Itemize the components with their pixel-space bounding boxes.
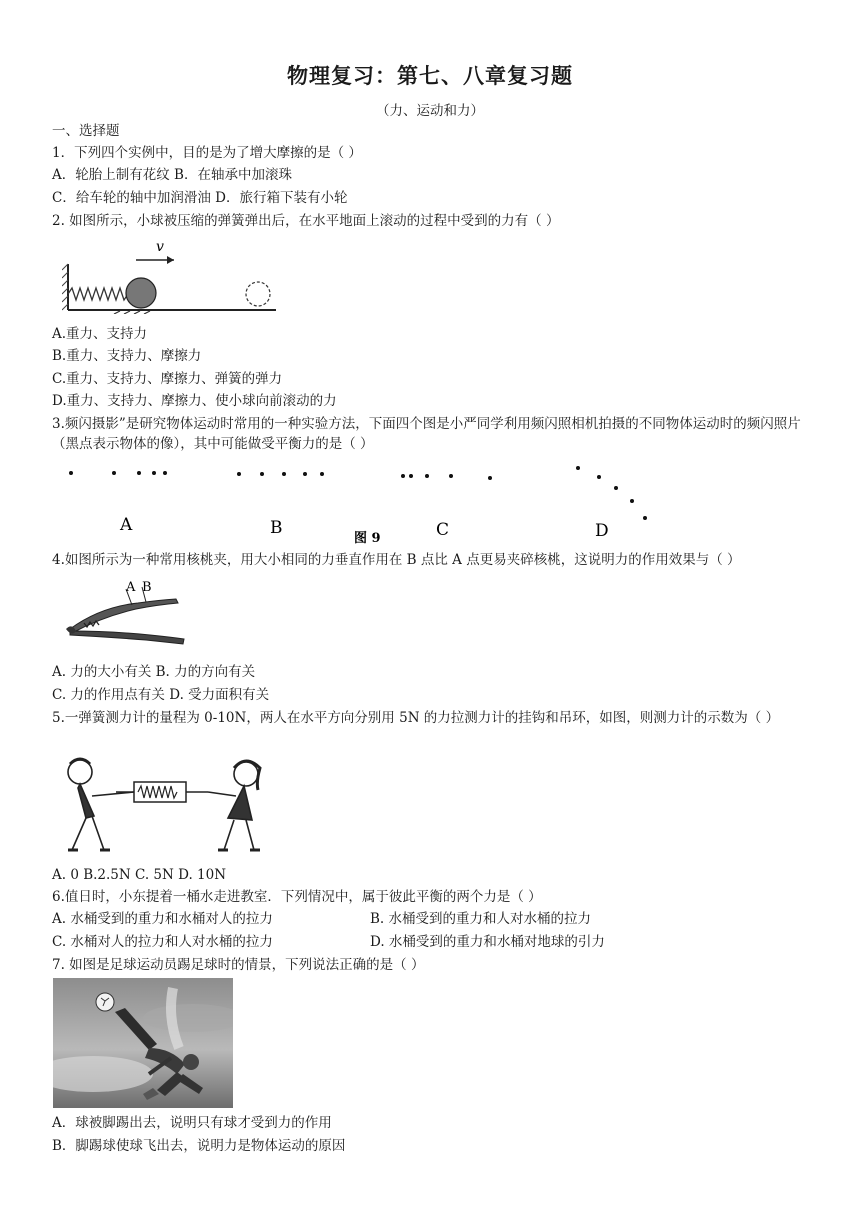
strobe-photos-figure bbox=[56, 460, 666, 546]
q5-options: A. 0 B.2.5N C. 5N D. 10N bbox=[52, 867, 227, 883]
photo-label-c: C bbox=[436, 520, 450, 540]
q1-options-cd: C．给车轮的轴中加润滑油 D．旅行箱下装有小轮 bbox=[52, 190, 348, 206]
point-a-label: A bbox=[126, 580, 136, 595]
figure-caption: 图 9 bbox=[354, 531, 381, 546]
spring-scale bbox=[116, 782, 208, 802]
person-right bbox=[208, 761, 260, 850]
nutcracker-figure bbox=[60, 579, 190, 649]
q2-option-d: D.重力、支持力、摩擦力、使小球向前滚动的力 bbox=[52, 393, 337, 409]
photo-label-a: A bbox=[120, 515, 133, 535]
section-heading: 一、选择题 bbox=[52, 123, 120, 139]
photo-label-b: B bbox=[270, 518, 283, 538]
q2-stem: 2. 如图所示，小球被压缩的弹簧弹出后，在水平地面上滚动的过程中受到的力有（ ） bbox=[52, 213, 560, 229]
q2-option-a: A.重力、支持力 bbox=[52, 326, 148, 342]
velocity-label: v bbox=[156, 239, 164, 255]
q4-options-ab: A. 力的大小有关 B. 力的方向有关 bbox=[52, 664, 256, 680]
page-title: 物理复习：第七、八章复习题 bbox=[287, 64, 573, 88]
q3-stem: 3.频闪摄影”是研究物体运动时常用的一种实验方法，下面四个图是小严同学利用频闪照相机拍摄的不同物体运动时的频闪照片（黑点表示物体的像），其中可能做受平衡力的是（ ） bbox=[52, 416, 801, 452]
person-left bbox=[68, 759, 134, 850]
q5-stem: 5.一弹簧测力计的量程为 0-10N，两人在水平方向分别用 5N 的力拉测力计的挂钩和吊环，如图，则测力计的示数为（ ） bbox=[52, 710, 780, 726]
spring-coil bbox=[68, 288, 128, 300]
q6-option-c: C. 水桶对人的拉力和人对水桶的拉力 bbox=[52, 934, 273, 950]
ball bbox=[126, 278, 156, 308]
q6-option-a: A. 水桶受到的重力和水桶对人的拉力 bbox=[52, 911, 273, 927]
q7-stem: 7. 如图是足球运动员踢足球时的情景，下列说法正确的是（ ） bbox=[52, 957, 425, 973]
q7-option-b: B．脚踢球使球飞出去，说明力是物体运动的原因 bbox=[52, 1138, 346, 1154]
q1-options-ab: A．轮胎上制有花纹 B．在轴承中加滚珠 bbox=[52, 167, 292, 183]
photo-label-d: D bbox=[595, 521, 609, 541]
q4-options-cd: C. 力的作用点有关 D. 受力面积有关 bbox=[52, 687, 270, 703]
q1-stem: 1．下列四个实例中，目的是为了增大摩擦的是（ ） bbox=[52, 145, 362, 161]
page-subtitle: （力、运动和力） bbox=[376, 103, 484, 119]
soccer-kick-photo bbox=[53, 978, 233, 1108]
q6-stem: 6.值日时，小东提着一桶水走进教室．下列情况中，属于彼此平衡的两个力是（ ） bbox=[52, 889, 542, 905]
strobe-dots-d bbox=[576, 466, 647, 520]
q6-option-b: B. 水桶受到的重力和人对水桶的拉力 bbox=[370, 911, 592, 927]
tug-of-war-figure bbox=[56, 754, 268, 858]
q7-option-a: A．球被脚踢出去，说明只有球才受到力的作用 bbox=[52, 1115, 332, 1131]
strobe-dots-a bbox=[69, 471, 167, 475]
q2-option-b: B.重力、支持力、摩擦力 bbox=[52, 348, 202, 364]
strobe-dots-b bbox=[237, 472, 324, 476]
point-b-label: B bbox=[142, 580, 152, 595]
q2-option-c: C.重力、支持力、摩擦力、弹簧的弹力 bbox=[52, 371, 283, 387]
spring-ball-figure bbox=[62, 234, 278, 314]
q6-option-d: D. 水桶受到的重力和水桶对地球的引力 bbox=[370, 934, 605, 950]
strobe-dots-c bbox=[401, 474, 492, 480]
q4-stem: 4.如图所示为一种常用核桃夹，用大小相同的力垂直作用在 B 点比 A 点更易夹碎核桃，这说明力的作用效果与（ ） bbox=[52, 552, 741, 568]
ball-later-position bbox=[246, 282, 270, 306]
